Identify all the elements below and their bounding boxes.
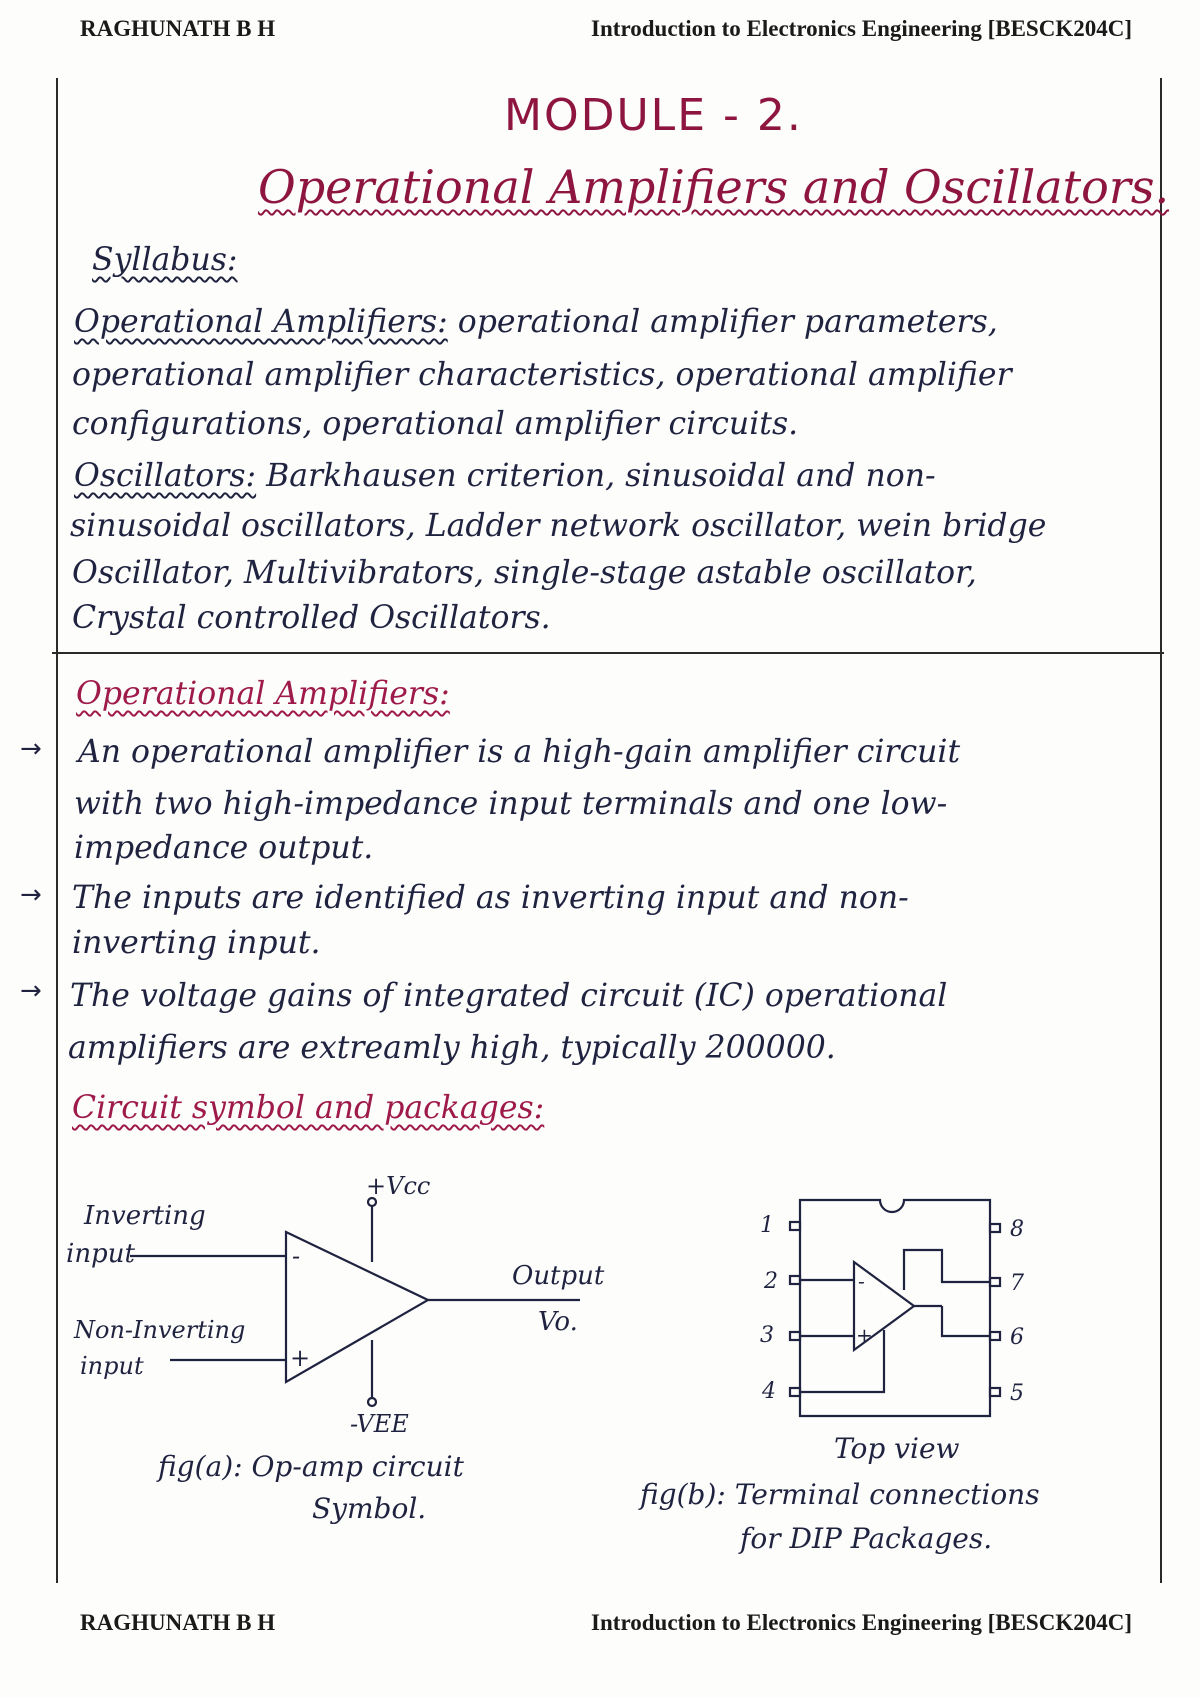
- bullet-arrow-icon: →: [20, 976, 42, 1006]
- pin-1-label: 1: [760, 1213, 774, 1238]
- pin-6: [990, 1332, 1000, 1340]
- pin-7-label: 7: [1010, 1271, 1024, 1296]
- point-2-line-2: inverting input.: [72, 925, 321, 961]
- pin-8: [990, 1224, 1000, 1232]
- chapter-title: Operational Amplifiers and Oscillators.: [258, 160, 1170, 214]
- opamp-label: Operational Amplifiers:: [74, 304, 448, 340]
- vee-terminal: [368, 1398, 376, 1406]
- header-author: RAGHUNATH B H: [80, 16, 276, 41]
- pin-3: [790, 1332, 800, 1340]
- pin-4: [790, 1388, 800, 1396]
- point-1-line-1: An operational amplifier is a high-gain amplifier circuit: [78, 734, 961, 770]
- opamp-symbol-diagram: [60, 1170, 620, 1470]
- plus-sign: +: [290, 1344, 311, 1372]
- point-1-line-3: impedance output.: [74, 830, 374, 866]
- syllabus-osc-line-3: Oscillator, Multivibrators, single-stage astable oscillator,: [72, 555, 977, 591]
- pin-3-label: 3: [760, 1323, 774, 1348]
- pin-5: [990, 1388, 1000, 1396]
- syllabus-opamp-line-1: Operational Amplifiers: operational amplifier parameters,: [74, 304, 998, 340]
- point-3-line-1: The voltage gains of integrated circuit (IC) operational: [70, 978, 948, 1014]
- pin-2-label: 2: [764, 1269, 778, 1294]
- internal-minus-sign: -: [858, 1269, 865, 1293]
- noninverting-label-2: input: [80, 1352, 144, 1380]
- top-view-label: Top view: [834, 1432, 960, 1465]
- margin-line-right: [1160, 78, 1162, 1583]
- pin-2: [790, 1276, 800, 1284]
- pin-6-label: 6: [1010, 1325, 1024, 1350]
- syllabus-opamp-line-2: operational amplifier characteristics, operational amplifier: [72, 357, 1012, 393]
- dip-body: [800, 1200, 990, 1416]
- point-2-line-1: The inputs are identified as inverting input and non-: [72, 880, 909, 916]
- point-1-line-2: with two high-impedance input terminals and one low-: [74, 786, 948, 822]
- fig-a-caption-line-2: Symbol.: [312, 1492, 427, 1525]
- syllabus-heading: Syllabus:: [92, 242, 238, 278]
- section-heading: Operational Amplifiers:: [76, 676, 450, 712]
- vee-label: -VEE: [350, 1410, 409, 1438]
- module-title: MODULE - 2.: [504, 90, 803, 141]
- vcc-label: +Vcc: [366, 1172, 431, 1200]
- pin-7: [990, 1278, 1000, 1286]
- point-3-line-2: amplifiers are extreamly high, typically 200000.: [68, 1030, 836, 1066]
- syllabus-osc-line-2: sinusoidal oscillators, Ladder network oscillator, wein bridge: [70, 508, 1047, 544]
- fig-a-caption-line-1: fig(a): Op-amp circuit: [158, 1450, 464, 1483]
- syllabus-osc-line-1: Oscillators: Barkhausen criterion, sinusoidal and non-: [74, 458, 936, 494]
- pin-5-label: 5: [1010, 1381, 1024, 1406]
- bullet-arrow-icon: →: [20, 734, 42, 764]
- osc-label: Oscillators:: [74, 458, 257, 494]
- pin-1: [790, 1222, 800, 1230]
- subheading-circuit-symbol: Circuit symbol and packages:: [72, 1090, 545, 1126]
- bullet-arrow-icon: →: [20, 880, 42, 910]
- inverting-label-1: Inverting: [84, 1201, 206, 1231]
- pin-8-label: 8: [1010, 1217, 1024, 1242]
- margin-line-left: [56, 78, 58, 1583]
- output-label: Output: [512, 1261, 605, 1291]
- footer-course: Introduction to Electronics Engineering [BESCK204C]: [591, 1610, 1132, 1635]
- header-course: Introduction to Electronics Engineering [BESCK204C]: [591, 16, 1132, 41]
- syllabus-osc-line-4: Crystal controlled Oscillators.: [72, 600, 551, 636]
- minus-sign: -: [292, 1242, 301, 1270]
- pin-4-label: 4: [762, 1379, 776, 1404]
- syllabus-opamp-line-3: configurations, operational amplifier circuits.: [72, 406, 799, 442]
- fig-b-caption-line-1: fig(b): Terminal connections: [640, 1478, 1040, 1511]
- vo-label: Vo.: [538, 1307, 578, 1337]
- internal-plus-sign: +: [856, 1323, 873, 1347]
- footer-author: RAGHUNATH B H: [80, 1610, 276, 1635]
- noninverting-label-1: Non-Inverting: [74, 1316, 246, 1344]
- inverting-label-2: input: [66, 1239, 135, 1269]
- dip-package-diagram: [748, 1180, 1088, 1470]
- fig-b-caption-line-2: for DIP Packages.: [740, 1522, 993, 1555]
- section-divider: [52, 652, 1164, 654]
